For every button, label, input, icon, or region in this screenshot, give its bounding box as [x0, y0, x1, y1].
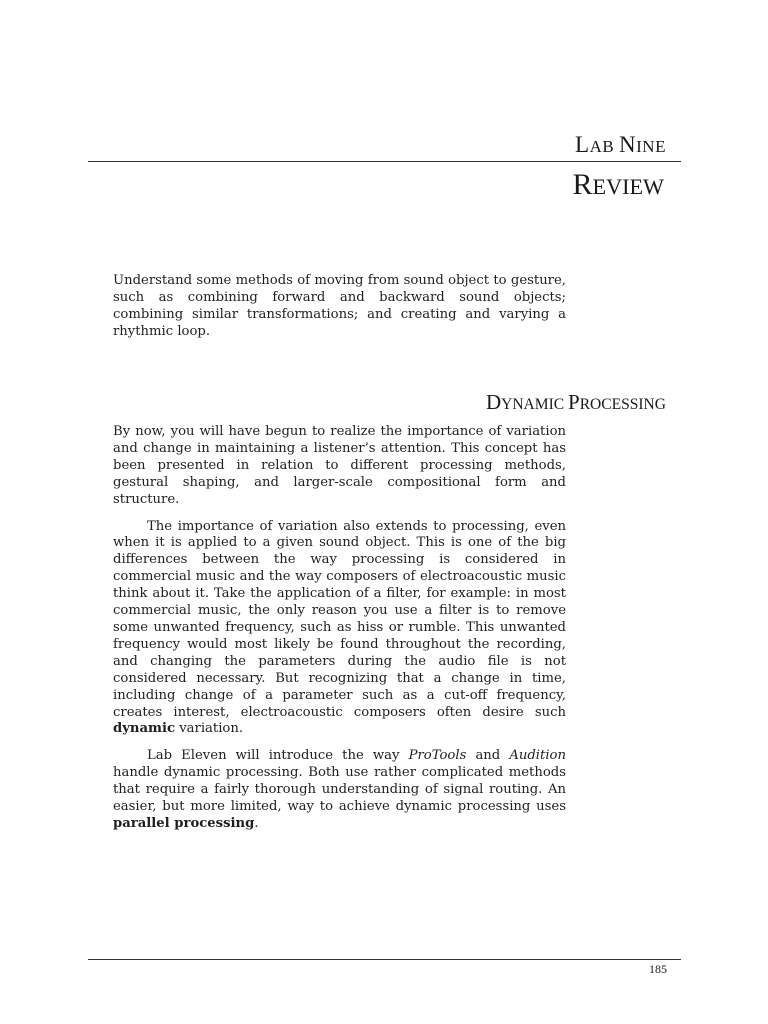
body-text [113, 424, 566, 833]
intro-paragraph [113, 273, 566, 341]
chapter-label-initial-2: N [619, 132, 637, 157]
section-heading-initial-2: P [568, 390, 580, 414]
chapter-title [573, 168, 664, 202]
header-rule [88, 161, 681, 162]
section-heading-rest-2: ROCESSING [579, 396, 666, 413]
term-dynamic: dynamic [113, 721, 176, 737]
paragraph-3-text-c: handle dynamic processing. Both use rather complicated methods that require a fairly thorough understanding of signal routing. An easier, but more limited, way to achieve dynamic processing uses [113, 765, 566, 815]
chapter-label-rest-1: AB [589, 137, 620, 156]
intro-text: Understand some methods of moving from sound object to gesture, such as combining forward and backward sound objects; combining similar transformations; and creating and varying a rhythmic loop. [113, 273, 566, 339]
chapter-title-initial: R [572, 168, 593, 201]
section-heading-rest-1: YNAMIC [501, 396, 568, 413]
paragraph-2-text-b: variation. [175, 721, 244, 737]
paragraph-3-text-a: Lab Eleven will introduce the way [147, 748, 409, 764]
chapter-label-rest-2: INE [636, 137, 666, 156]
footer-rule [88, 959, 681, 960]
body-paragraph-2 [113, 519, 566, 739]
term-parallel-processing: parallel processing [113, 815, 255, 831]
body-paragraph-1: By now, you will have begun to realize the importance of variation and change in maintaining a listener’s attention. This concept has been presented in relation to different processing methods, gestural shaping, and larger-scale compositional form and structure. [113, 424, 566, 507]
chapter-label-initial-1: L [575, 132, 590, 157]
page-number: 185 [649, 962, 667, 976]
software-name-protools: ProTools [408, 748, 467, 764]
paragraph-3-text-d: . [254, 815, 259, 831]
section-heading [486, 390, 666, 415]
software-name-audition: Audition [509, 748, 566, 764]
chapter-title-rest: EVIEW [592, 174, 664, 199]
section-heading-initial-1: D [485, 390, 502, 414]
paragraph-2-text-a: The importance of variation also extends to processing, even when it is applied to a given sound object. This is one of the big differences between the way processing is considered in commercial music and the way composers of electroacoustic music think about it. Take the application of a filter, for example: in most commercial music, the only reason you use a filter is to remove some unwanted frequency, such as hiss or rumble. This unwanted frequency would most likely be found throughout the recording, and changing the parameters during the audio file is not considered necessary. But recognizing that a change in time, including change of a parameter such as a cut-off frequency, creates interest, electroacoustic composers often desire such [113, 518, 566, 720]
paragraph-3-text-b: and [466, 748, 510, 764]
body-paragraph-3 [113, 748, 566, 833]
chapter-label [575, 132, 666, 158]
